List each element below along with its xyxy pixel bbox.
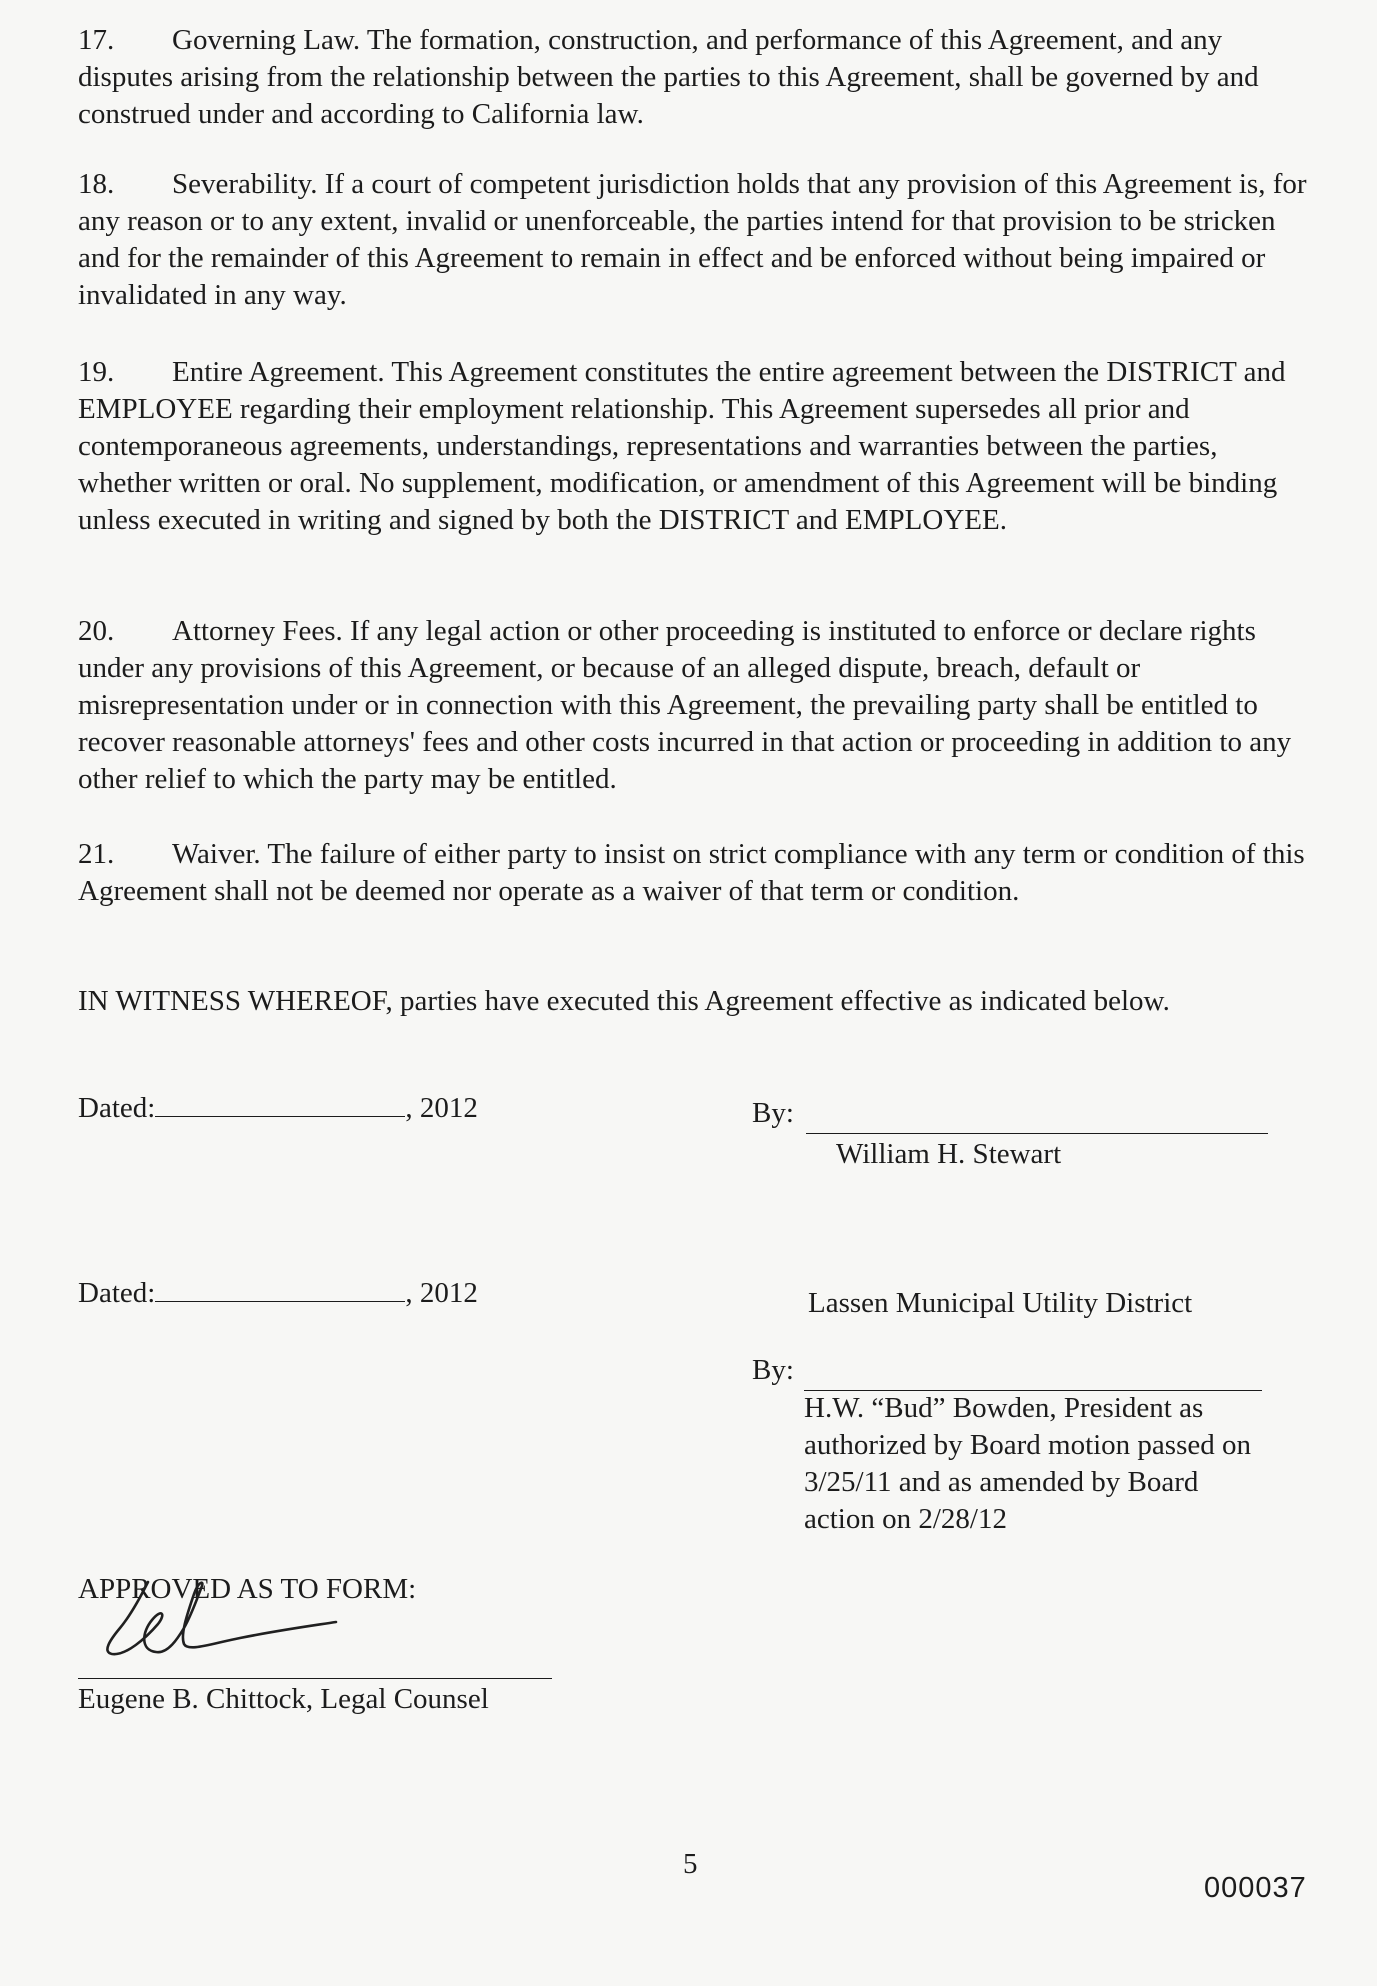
paragraph-text: Waiver. The failure of either party to insist on strict compliance with any term or condition of this Agreement shall not be deemed nor operate as a waiver of that term or condition. bbox=[78, 838, 1305, 907]
bates-number: 000037 bbox=[1204, 1872, 1307, 1904]
dated-line-employee bbox=[78, 1090, 478, 1127]
date-year: , 2012 bbox=[405, 1092, 478, 1124]
approved-as-to-form-label: APPROVED AS TO FORM: bbox=[78, 1573, 417, 1605]
date-year: , 2012 bbox=[405, 1277, 478, 1309]
paragraph-text: Governing Law. The formation, construction, and performance of this Agreement, and any disputes arising from the relationship between the parties to this Agreement, shall be governed by and construed under and according to California law. bbox=[78, 24, 1259, 130]
paragraph-20 bbox=[78, 613, 1308, 798]
dated-label: Dated: bbox=[78, 1277, 156, 1309]
dated-label: Dated: bbox=[78, 1092, 156, 1124]
counsel-name: Eugene B. Chittock, Legal Counsel bbox=[78, 1683, 489, 1715]
president-signature-block bbox=[804, 1390, 1324, 1538]
paragraph-number: 21. bbox=[78, 838, 115, 870]
paragraph-text: Entire Agreement. This Agreement constitutes the entire agreement between the DISTRICT and EMPLOYEE regarding their employment relationship. This Agreement supersedes all prior and contemporaneous agreements, understandings, representations and warranties between the parties, whether written or oral. No supplement, modification, or amendment of this Agreement will be binding unless executed in writing and signed by both the DISTRICT and EMPLOYEE. bbox=[78, 356, 1286, 536]
dated-line-district bbox=[78, 1275, 478, 1312]
employee-name: William H. Stewart bbox=[836, 1138, 1062, 1170]
paragraph-21 bbox=[78, 836, 1308, 910]
paragraph-text: Attorney Fees. If any legal action or other proceeding is instituted to enforce or declare rights under any provisions of this Agreement, or because of an alleged dispute, breach, default or misrepresentation under or in connection with this Agreement, the prevailing party shall be entitled to recover reasonable attorneys' fees and other costs incurred in that action or proceeding in addition to any other relief to which the party may be entitled. bbox=[78, 615, 1292, 795]
paragraph-number: 20. bbox=[78, 615, 115, 647]
date-blank bbox=[155, 1090, 405, 1117]
president-line: action on 2/28/12 bbox=[804, 1503, 1007, 1535]
signature-line-employee bbox=[806, 1133, 1268, 1134]
paragraph-17 bbox=[78, 22, 1308, 133]
by-label-employee: By: bbox=[752, 1097, 794, 1129]
paragraph-19 bbox=[78, 354, 1308, 539]
president-line: H.W. “Bud” Bowden, President as bbox=[804, 1392, 1204, 1424]
president-line: 3/25/11 and as amended by Board bbox=[804, 1466, 1199, 1498]
district-name: Lassen Municipal Utility District bbox=[808, 1287, 1193, 1319]
witness-statement: IN WITNESS WHEREOF, parties have executed this Agreement effective as indicated below. bbox=[78, 985, 1170, 1017]
president-line: authorized by Board motion passed on bbox=[804, 1429, 1251, 1461]
paragraph-text: Severability. If a court of competent jurisdiction holds that any provision of this Agreement is, for any reason or to any extent, invalid or unenforceable, the parties intend for that provision to be stricken and for the remainder of this Agreement to remain in effect and be enforced without being impaired or invalidated in any way. bbox=[78, 168, 1307, 311]
counsel-handwritten-signature bbox=[100, 1568, 350, 1688]
paragraph-number: 17. bbox=[78, 24, 115, 56]
page-number: 5 bbox=[683, 1848, 698, 1880]
paragraph-18 bbox=[78, 166, 1308, 314]
by-label-district: By: bbox=[752, 1354, 794, 1386]
counsel-signature-line bbox=[78, 1678, 552, 1679]
paragraph-number: 19. bbox=[78, 356, 115, 388]
paragraph-number: 18. bbox=[78, 168, 115, 200]
date-blank bbox=[155, 1275, 405, 1302]
